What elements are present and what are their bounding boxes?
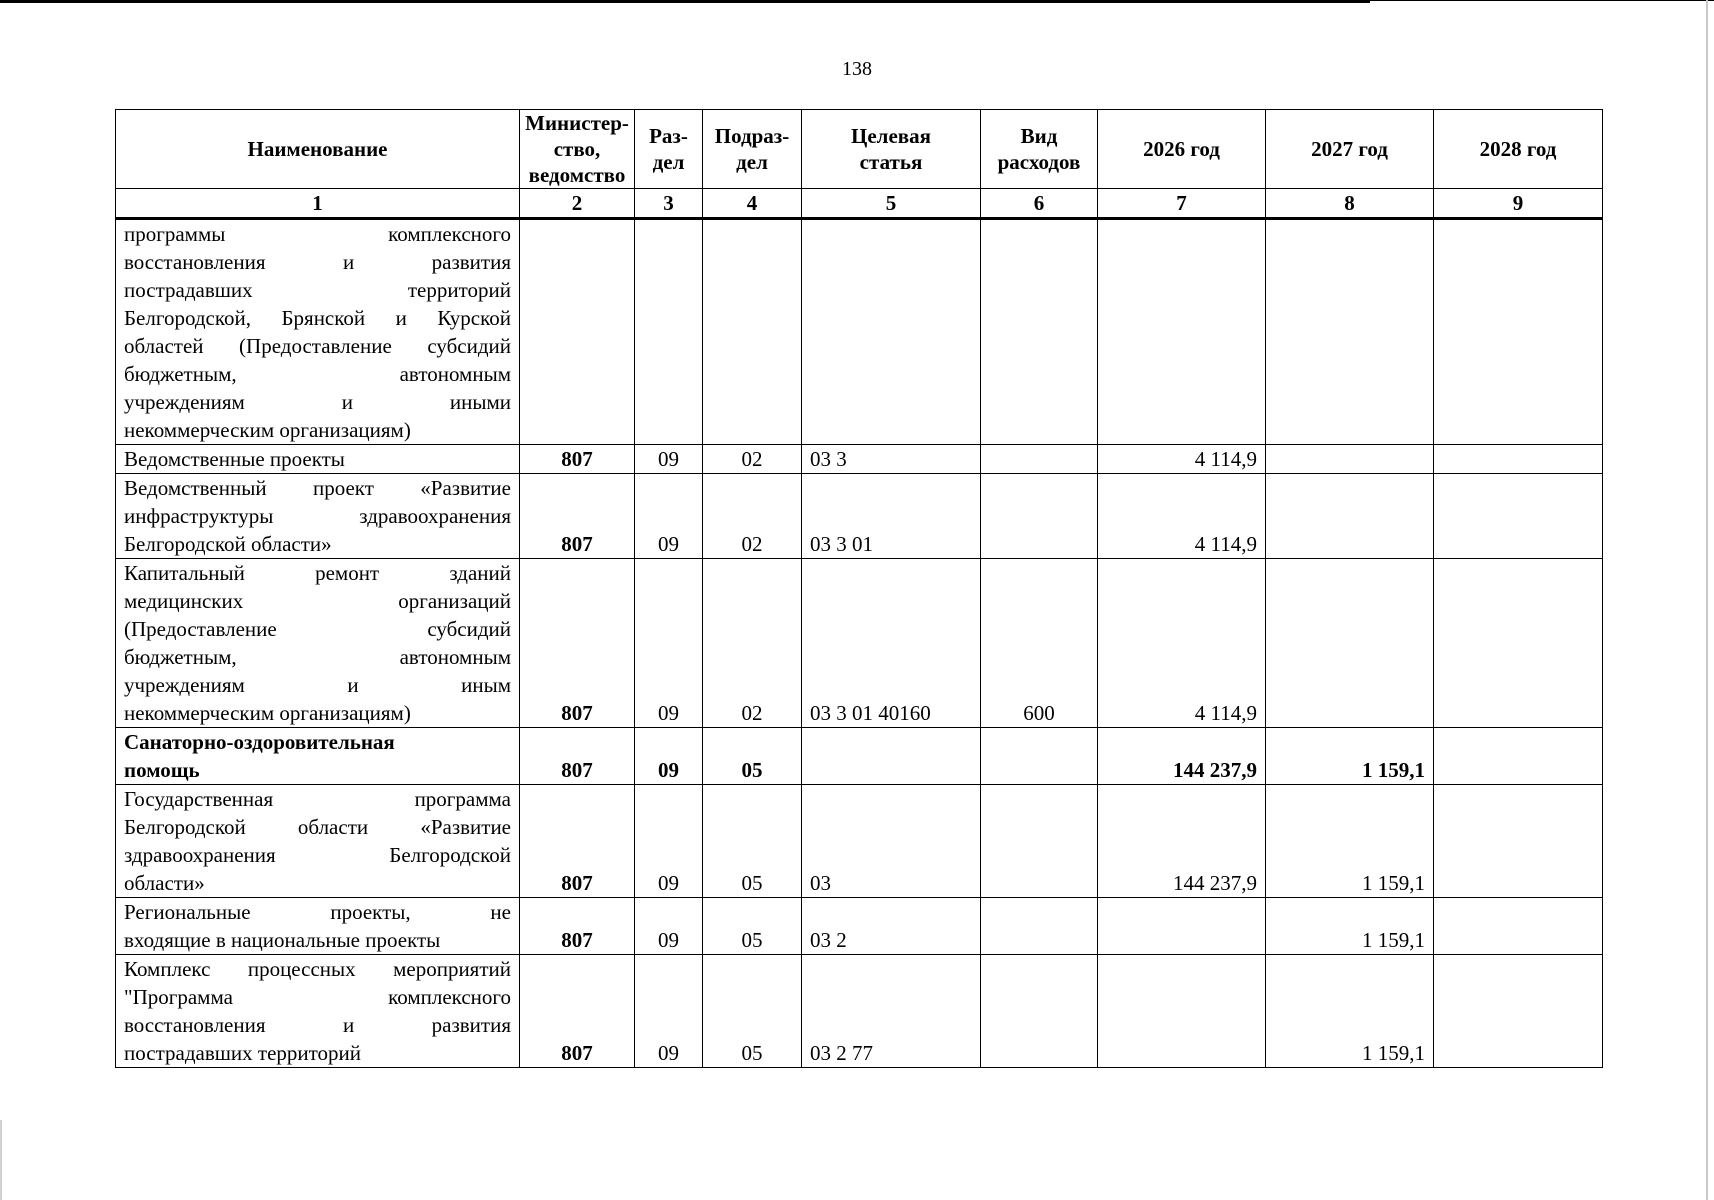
table-row [116, 219, 1603, 445]
table-body [116, 219, 1603, 1068]
column-header [1098, 110, 1266, 189]
row-name-line: программы комплексного [124, 222, 511, 246]
column-number: 8 [1266, 189, 1434, 219]
column-header-line: Подраз- [714, 124, 790, 148]
amount-2026 [1098, 898, 1266, 955]
column-header [635, 110, 703, 189]
target-article: 03 3 01 [802, 474, 981, 559]
amount-2026: 144 237,9 [1098, 785, 1266, 898]
row-name-line: учреждениям и иным [124, 673, 511, 697]
amount-2028 [1434, 559, 1603, 728]
amount-2028 [1434, 728, 1603, 785]
section-code: 09 [635, 728, 703, 785]
row-name-line: пострадавших территорий [124, 1041, 362, 1065]
section-code: 09 [635, 785, 703, 898]
ministry-code: 807 [520, 445, 635, 474]
amount-2028 [1434, 898, 1603, 955]
column-number: 4 [703, 189, 802, 219]
amount-2026: 4 114,9 [1098, 474, 1266, 559]
row-name-line: некоммерческим организациям) [124, 701, 411, 725]
row-name-line: инфраструктуры здравоохранения [124, 504, 511, 528]
row-name-line: Комплекс процессных мероприятий [124, 957, 511, 981]
section-code: 09 [635, 559, 703, 728]
subsection-code: 05 [703, 898, 802, 955]
column-header-line: Вид [1020, 124, 1058, 148]
column-header-line: Наименование [247, 137, 388, 161]
amount-2028 [1434, 219, 1603, 445]
column-header-line: Целевая [851, 124, 931, 148]
subsection-code: 05 [703, 955, 802, 1068]
section-code: 09 [635, 955, 703, 1068]
row-name [116, 559, 520, 728]
column-header-line: ство, [553, 137, 601, 161]
row-name [116, 445, 520, 474]
amount-2026 [1098, 955, 1266, 1068]
amount-2027 [1266, 559, 1434, 728]
row-name-line: области» [124, 871, 205, 895]
row-name-line: бюджетным, автономным [124, 645, 511, 669]
amount-2026: 4 114,9 [1098, 559, 1266, 728]
column-header-line: дел [736, 150, 768, 174]
ministry-code [520, 219, 635, 445]
column-number: 7 [1098, 189, 1266, 219]
table-row [116, 898, 1603, 955]
subsection-code: 05 [703, 785, 802, 898]
column-header-line: дел [652, 150, 685, 174]
column-header [1434, 110, 1603, 189]
row-name-line: помощь [124, 758, 200, 782]
section-code [635, 219, 703, 445]
column-header-line: Раз- [649, 124, 688, 148]
column-header-line: Министер- [525, 111, 629, 135]
row-name-line: бюджетным, автономным [124, 362, 511, 386]
column-header [802, 110, 981, 189]
target-article: 03 2 [802, 898, 981, 955]
table-row [116, 728, 1603, 785]
table-row [116, 445, 1603, 474]
row-name [116, 955, 520, 1068]
target-article: 03 3 [802, 445, 981, 474]
amount-2027: 1 159,1 [1266, 898, 1434, 955]
row-name [116, 728, 520, 785]
section-code: 09 [635, 474, 703, 559]
amount-2028 [1434, 785, 1603, 898]
amount-2028 [1434, 445, 1603, 474]
budget-table [115, 109, 1603, 1068]
column-number: 3 [635, 189, 703, 219]
target-article [802, 219, 981, 445]
row-name-line: восстановления и развития [124, 1013, 511, 1037]
target-article: 03 3 01 40160 [802, 559, 981, 728]
ministry-code: 807 [520, 559, 635, 728]
column-header-line: расходов [997, 150, 1081, 174]
amount-2027: 1 159,1 [1266, 728, 1434, 785]
subsection-code: 02 [703, 445, 802, 474]
row-name-line: здравоохранения Белгородской [124, 843, 511, 867]
amount-2027 [1266, 219, 1434, 445]
header-row [116, 110, 1603, 189]
row-name-line: пострадавших территорий [124, 278, 511, 302]
expense-type [981, 219, 1098, 445]
table-row [116, 474, 1603, 559]
subsection-code: 02 [703, 474, 802, 559]
amount-2028 [1434, 474, 1603, 559]
row-name-line: Государственная программа [124, 787, 511, 811]
row-name [116, 219, 520, 445]
column-number: 1 [116, 189, 520, 219]
row-name-line: входящие в национальные проекты [124, 928, 441, 952]
amount-2027 [1266, 445, 1434, 474]
row-name-line: некоммерческим организациям) [124, 418, 411, 442]
expense-type [981, 955, 1098, 1068]
row-name-line: Санаторно-оздоровительная [124, 730, 395, 754]
column-number: 9 [1434, 189, 1603, 219]
expense-type [981, 474, 1098, 559]
row-name-line: Ведомственный проект «Развитие [124, 476, 511, 500]
ministry-code: 807 [520, 474, 635, 559]
row-name-line: "Программа комплексного [124, 985, 511, 1009]
column-header [116, 110, 520, 189]
row-name-line: медицинских организаций [124, 589, 511, 613]
row-name-line: Региональные проекты, не [124, 900, 511, 924]
row-name [116, 785, 520, 898]
column-header [981, 110, 1098, 189]
row-name-line: Ведомственные проекты [124, 447, 345, 471]
expense-type [981, 898, 1098, 955]
column-number: 5 [802, 189, 981, 219]
amount-2026 [1098, 219, 1266, 445]
row-name-line: областей (Предоставление субсидий [124, 334, 511, 358]
row-name-line: (Предоставление субсидий [124, 617, 511, 641]
amount-2028 [1434, 955, 1603, 1068]
row-name-line: учреждениям и иными [124, 390, 511, 414]
row-name-line: Белгородской, Брянской и Курской [124, 306, 511, 330]
column-header-line: 2027 год [1311, 137, 1388, 161]
amount-2026: 144 237,9 [1098, 728, 1266, 785]
table-row [116, 785, 1603, 898]
expense-type [981, 785, 1098, 898]
column-number-row [116, 189, 1603, 219]
subsection-code: 05 [703, 728, 802, 785]
scan-edge-right [1706, 0, 1708, 1200]
subsection-code: 02 [703, 559, 802, 728]
row-name-line: Капитальный ремонт зданий [124, 561, 511, 585]
target-article: 03 [802, 785, 981, 898]
row-name-line: восстановления и развития [124, 250, 511, 274]
row-name [116, 474, 520, 559]
column-header [520, 110, 635, 189]
section-code: 09 [635, 898, 703, 955]
column-number: 6 [981, 189, 1098, 219]
amount-2027: 1 159,1 [1266, 955, 1434, 1068]
expense-type [981, 445, 1098, 474]
table-row [116, 955, 1603, 1068]
section-code: 09 [635, 445, 703, 474]
amount-2027 [1266, 474, 1434, 559]
target-article: 03 2 77 [802, 955, 981, 1068]
amount-2027: 1 159,1 [1266, 785, 1434, 898]
ministry-code: 807 [520, 785, 635, 898]
column-header-line: статья [859, 150, 923, 174]
column-header-line: 2028 год [1479, 137, 1557, 161]
row-name-line: Белгородской области «Развитие [124, 815, 511, 839]
scan-edge-left [0, 1120, 2, 1200]
target-article [802, 728, 981, 785]
row-name [116, 898, 520, 955]
column-header-line: 2026 год [1143, 137, 1220, 161]
expense-type [981, 728, 1098, 785]
column-header [1266, 110, 1434, 189]
expense-type: 600 [981, 559, 1098, 728]
column-header [703, 110, 802, 189]
table-row [116, 559, 1603, 728]
page-number: 138 [842, 58, 872, 80]
subsection-code [703, 219, 802, 445]
column-number: 2 [520, 189, 635, 219]
ministry-code: 807 [520, 898, 635, 955]
ministry-code: 807 [520, 955, 635, 1068]
top-border-line-thin [1370, 0, 1714, 1]
top-border-line [0, 0, 1370, 3]
ministry-code: 807 [520, 728, 635, 785]
column-header-line: ведомство [528, 163, 626, 187]
amount-2026: 4 114,9 [1098, 445, 1266, 474]
row-name-line: Белгородской области» [124, 532, 332, 556]
